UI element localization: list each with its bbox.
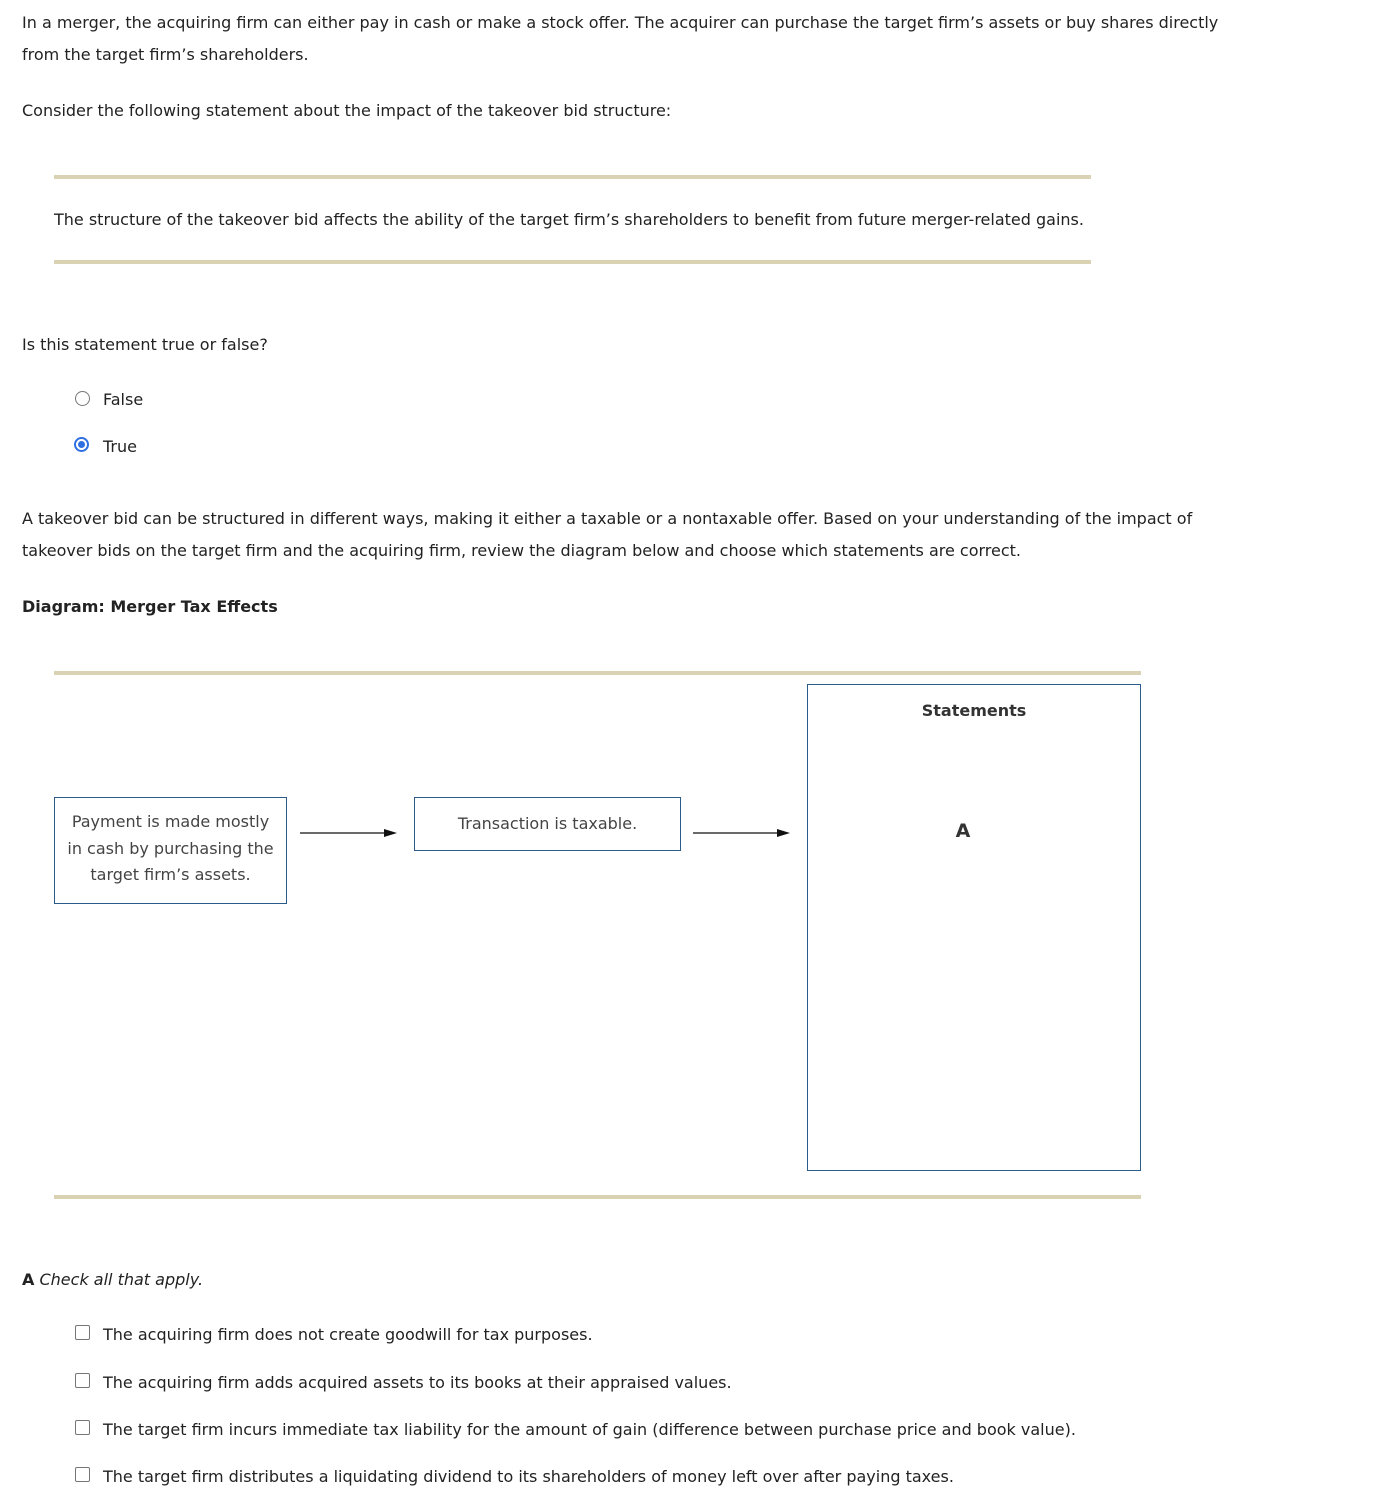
arrow-right-icon [300, 827, 398, 839]
diagram-bottom-rule [54, 1195, 1141, 1199]
option-false-label: False [103, 390, 144, 409]
intro-paragraph: In a merger, the acquiring firm can either pay in cash or make a stock offer. The acquirer can purchase the target firm’s assets or buy shares directly from the target firm’s shareholders. [22, 13, 1219, 64]
radio-false[interactable] [75, 391, 90, 406]
check-all-instruction [22, 1268, 203, 1292]
check-all-text: Check all that apply. [39, 1270, 204, 1289]
checkbox-option-2-label: The acquiring firm adds acquired assets to its books at their appraised values. [103, 1373, 732, 1392]
option-true-label: True [103, 437, 137, 456]
question-marker: A [22, 1270, 35, 1289]
statements-panel [807, 684, 1141, 1171]
checkbox-2[interactable] [75, 1373, 90, 1388]
taxable-box: Transaction is taxable. [414, 797, 681, 851]
checkbox-option-4-label: The target firm distributes a liquidating dividend to its shareholders of money left over after paying taxes. [103, 1467, 954, 1486]
checkbox-4[interactable] [75, 1467, 90, 1482]
checkbox-3[interactable] [75, 1420, 90, 1435]
statement-bottom-rule [54, 260, 1091, 264]
question-true-false: Is this statement true or false? [22, 335, 268, 354]
instructions-paragraph: A takeover bid can be structured in different ways, making it either a taxable or a nontaxable offer. Based on your understanding of the impact of takeover bids on the target firm and the acquiring firm, review the diagram below and choose which statements are correct. [22, 509, 1193, 560]
arrow-right-icon [693, 827, 791, 839]
cash-payment-box: Payment is made mostly in cash by purchasing the target firm’s assets. [54, 797, 287, 904]
diagram-top-rule [54, 671, 1141, 675]
statement-top-rule [54, 175, 1091, 179]
radio-true[interactable] [74, 437, 89, 452]
checkbox-1[interactable] [75, 1325, 90, 1340]
consider-paragraph: Consider the following statement about the impact of the takeover bid structure: [22, 101, 672, 120]
statements-title: Statements [921, 701, 1027, 720]
diagram-heading: Diagram: Merger Tax Effects [22, 597, 278, 616]
checkbox-option-1-label: The acquiring firm does not create goodwill for tax purposes. [103, 1325, 593, 1344]
checkbox-option-3-label: The target firm incurs immediate tax liability for the amount of gain (difference between purchase price and book value). [103, 1420, 1076, 1439]
statement-text: The structure of the takeover bid affects the ability of the target firm’s shareholders to benefit from future merger-related gains. [54, 210, 1084, 229]
statements-marker: A [955, 820, 971, 842]
